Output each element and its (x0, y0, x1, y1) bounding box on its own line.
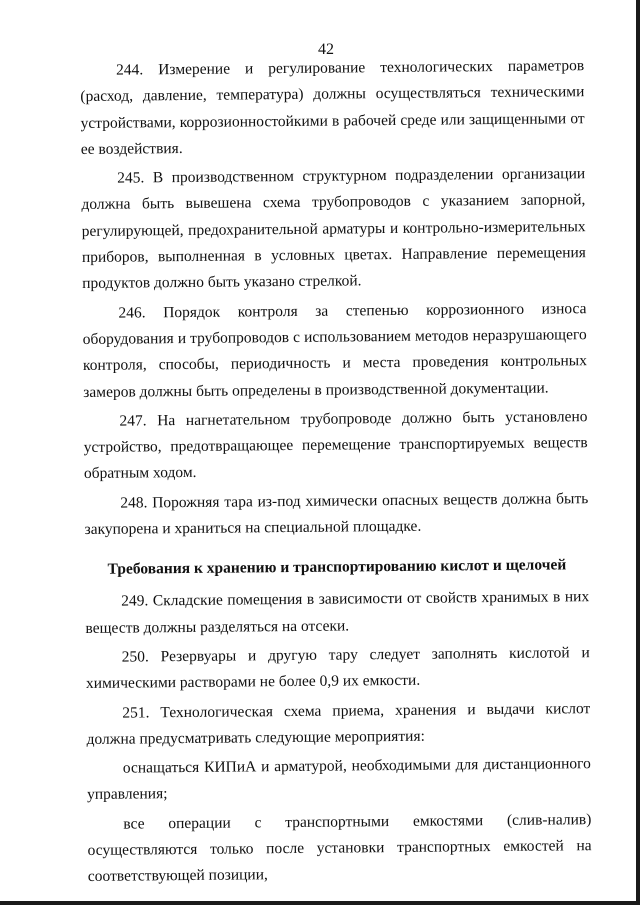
paragraph-244: 244. Измерение и регулирование технологических параметров (расход, давление, температура) должны осуществляться техническими устройствами, коррозионностойкими в рабочей среде или защищенными от ее воздействия. (80, 57, 585, 158)
paragraph-245: 245. В производственном структурном подразделении организации должна быть вывешена схема трубопроводов с указанием запорной, регулирующей, предохранительной арматуры и контрольно-измерительных приборов, выполненная в условных цветах. Направление перемещения продуктов должно быть указано стрелкой. (81, 165, 586, 293)
page-content (80, 53, 592, 893)
paragraph-247: 247. На нагнетательном трубопроводе должно быть установлено устройство, предотвращающее перемещение транспортируемых веществ обратным ходом. (83, 408, 588, 483)
scan-edge-right (636, 0, 640, 905)
section-heading: Требования к хранению и транспортированию кислот и щелочей (107, 556, 567, 579)
paragraph-246: 246. Порядок контроля за степенью коррозионного износа оборудования и трубопроводов с использованием методов неразрушающего контроля, способы, периодичность и места проведения контрольных замеров должны быть определены в производственной документации. (82, 299, 588, 401)
paragraph-251: 251. Технологическая схема приема, хранения и выдачи кислот должна предусматривать следующие мероприятия: (86, 699, 591, 748)
paragraph-248: 248. Порожняя тара из-под химически опасных веществ должна быть закупорена и храниться на специальной площадке. (84, 489, 589, 539)
paragraph-250: 250. Резервуары и другую тару следует заполнять кислотой и химическими растворами не более 0,9 их емкости. (85, 644, 590, 693)
page-number: 42 (318, 41, 334, 58)
paragraph-251-item-1: оснащаться КИПиА и арматурой, необходимыми для дистанционного управления; (86, 755, 591, 804)
paragraph-251-item-2: все операции с транспортными емкостями (слив-налив) осуществляются только после установки транспортных емкостей на соответствующей позиции, (87, 810, 592, 886)
scan-edge-bottom (0, 901, 640, 905)
paragraph-249: 249. Складские помещения в зависимости от свойств хранимых в них веществ должны разделяться на отсеки. (85, 588, 590, 637)
